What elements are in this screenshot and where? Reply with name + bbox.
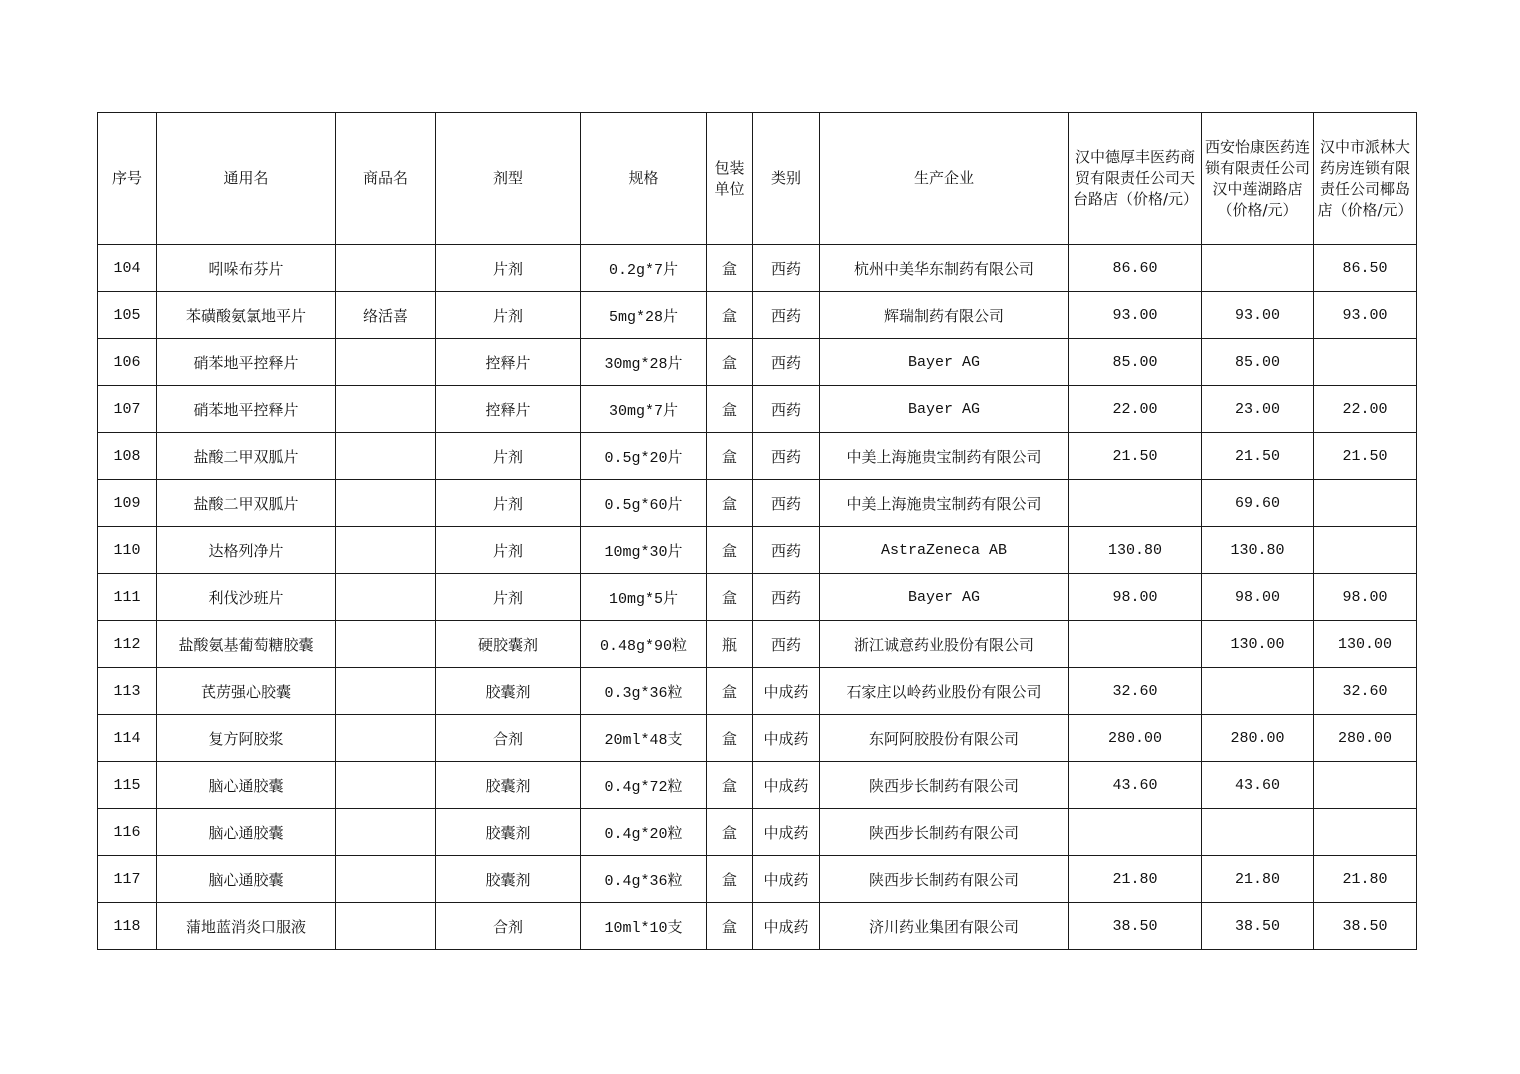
cell-no: 116 — [98, 809, 157, 856]
cell-store2: 21.50 — [1202, 433, 1314, 480]
cell-store3 — [1314, 527, 1417, 574]
cell-store1: 32.60 — [1069, 668, 1202, 715]
table-body — [98, 245, 1417, 950]
cell-spec: 0.4g*36粒 — [581, 856, 707, 903]
table-row — [98, 480, 1417, 527]
cell-spec: 20ml*48支 — [581, 715, 707, 762]
cell-brand-name — [336, 856, 436, 903]
table-row — [98, 621, 1417, 668]
cell-generic-name: 利伐沙班片 — [157, 574, 336, 621]
drug-price-table — [97, 112, 1417, 950]
cell-category: 西药 — [753, 386, 820, 433]
cell-brand-name — [336, 527, 436, 574]
header-dosage-form: 剂型 — [436, 113, 581, 245]
cell-pack-unit: 盒 — [707, 527, 753, 574]
cell-store3: 21.80 — [1314, 856, 1417, 903]
cell-brand-name — [336, 433, 436, 480]
header-generic-name: 通用名 — [157, 113, 336, 245]
cell-category: 中成药 — [753, 715, 820, 762]
cell-generic-name: 脑心通胶囊 — [157, 762, 336, 809]
cell-dosage-form: 片剂 — [436, 480, 581, 527]
cell-category: 西药 — [753, 292, 820, 339]
cell-spec: 0.3g*36粒 — [581, 668, 707, 715]
cell-store3: 32.60 — [1314, 668, 1417, 715]
table-header — [98, 113, 1417, 245]
table-row — [98, 809, 1417, 856]
cell-store2 — [1202, 809, 1314, 856]
cell-store3 — [1314, 480, 1417, 527]
cell-spec: 10ml*10支 — [581, 903, 707, 950]
cell-generic-name: 盐酸二甲双胍片 — [157, 480, 336, 527]
header-category: 类别 — [753, 113, 820, 245]
cell-brand-name — [336, 762, 436, 809]
cell-dosage-form: 合剂 — [436, 903, 581, 950]
header-store2 — [1202, 113, 1314, 245]
cell-manufacturer: 辉瑞制药有限公司 — [820, 292, 1069, 339]
cell-store2: 85.00 — [1202, 339, 1314, 386]
cell-dosage-form: 控释片 — [436, 386, 581, 433]
cell-store1: 21.80 — [1069, 856, 1202, 903]
cell-no: 105 — [98, 292, 157, 339]
cell-spec: 5mg*28片 — [581, 292, 707, 339]
cell-brand-name: 络活喜 — [336, 292, 436, 339]
cell-brand-name — [336, 245, 436, 292]
cell-category: 西药 — [753, 480, 820, 527]
cell-generic-name: 达格列净片 — [157, 527, 336, 574]
cell-no: 109 — [98, 480, 157, 527]
cell-manufacturer: Bayer AG — [820, 339, 1069, 386]
cell-spec: 0.4g*20粒 — [581, 809, 707, 856]
cell-pack-unit: 盒 — [707, 715, 753, 762]
cell-manufacturer: AstraZeneca AB — [820, 527, 1069, 574]
cell-manufacturer: 陕西步长制药有限公司 — [820, 762, 1069, 809]
cell-store2 — [1202, 668, 1314, 715]
cell-category: 西药 — [753, 527, 820, 574]
cell-no: 117 — [98, 856, 157, 903]
header-manufacturer: 生产企业 — [820, 113, 1069, 245]
cell-pack-unit: 盒 — [707, 574, 753, 621]
cell-spec: 30mg*7片 — [581, 386, 707, 433]
cell-pack-unit: 盒 — [707, 809, 753, 856]
cell-generic-name: 硝苯地平控释片 — [157, 386, 336, 433]
cell-brand-name — [336, 809, 436, 856]
cell-no: 112 — [98, 621, 157, 668]
cell-pack-unit: 盒 — [707, 480, 753, 527]
cell-dosage-form: 胶囊剂 — [436, 762, 581, 809]
cell-no: 113 — [98, 668, 157, 715]
cell-store2 — [1202, 245, 1314, 292]
cell-no: 106 — [98, 339, 157, 386]
cell-manufacturer: 中美上海施贵宝制药有限公司 — [820, 480, 1069, 527]
cell-generic-name: 蒲地蓝消炎口服液 — [157, 903, 336, 950]
header-brand-name: 商品名 — [336, 113, 436, 245]
cell-no: 108 — [98, 433, 157, 480]
table-row — [98, 386, 1417, 433]
table-row — [98, 762, 1417, 809]
cell-store1: 38.50 — [1069, 903, 1202, 950]
table-row — [98, 292, 1417, 339]
cell-store3: 130.00 — [1314, 621, 1417, 668]
cell-store2: 130.80 — [1202, 527, 1314, 574]
table-row — [98, 433, 1417, 480]
header-pack-unit — [707, 113, 753, 245]
table-row — [98, 527, 1417, 574]
cell-store2: 23.00 — [1202, 386, 1314, 433]
cell-dosage-form: 片剂 — [436, 574, 581, 621]
header-store2-label: 西安怡康医药连锁有限责任公司汉中莲湖路店（价格/元） — [1205, 137, 1311, 219]
cell-dosage-form: 片剂 — [436, 292, 581, 339]
header-no: 序号 — [98, 113, 157, 245]
cell-generic-name: 盐酸二甲双胍片 — [157, 433, 336, 480]
cell-store3 — [1314, 809, 1417, 856]
cell-spec: 0.5g*60片 — [581, 480, 707, 527]
header-store1 — [1069, 113, 1202, 245]
cell-manufacturer: 石家庄以岭药业股份有限公司 — [820, 668, 1069, 715]
cell-no: 111 — [98, 574, 157, 621]
header-store1-label: 汉中德厚丰医药商贸有限责任公司天台路店（价格/元） — [1073, 148, 1199, 208]
cell-dosage-form: 胶囊剂 — [436, 668, 581, 715]
cell-generic-name: 苯磺酸氨氯地平片 — [157, 292, 336, 339]
cell-generic-name: 硝苯地平控释片 — [157, 339, 336, 386]
header-row — [98, 113, 1417, 245]
cell-manufacturer: 杭州中美华东制药有限公司 — [820, 245, 1069, 292]
cell-pack-unit: 盒 — [707, 292, 753, 339]
cell-category: 中成药 — [753, 903, 820, 950]
cell-spec: 10mg*30片 — [581, 527, 707, 574]
cell-pack-unit: 盒 — [707, 903, 753, 950]
cell-pack-unit: 盒 — [707, 762, 753, 809]
cell-store2: 69.60 — [1202, 480, 1314, 527]
cell-generic-name: 吲哚布芬片 — [157, 245, 336, 292]
cell-pack-unit: 盒 — [707, 856, 753, 903]
header-pack-unit-label: 包装单位 — [714, 158, 745, 198]
cell-store2: 38.50 — [1202, 903, 1314, 950]
cell-store1: 86.60 — [1069, 245, 1202, 292]
cell-category: 西药 — [753, 621, 820, 668]
cell-store3 — [1314, 339, 1417, 386]
cell-no: 104 — [98, 245, 157, 292]
cell-manufacturer: 浙江诚意药业股份有限公司 — [820, 621, 1069, 668]
table-row — [98, 574, 1417, 621]
cell-store3 — [1314, 762, 1417, 809]
cell-store3: 98.00 — [1314, 574, 1417, 621]
cell-store1: 130.80 — [1069, 527, 1202, 574]
cell-generic-name: 脑心通胶囊 — [157, 809, 336, 856]
cell-store3: 86.50 — [1314, 245, 1417, 292]
cell-category: 西药 — [753, 339, 820, 386]
cell-store2: 21.80 — [1202, 856, 1314, 903]
cell-store1: 85.00 — [1069, 339, 1202, 386]
table-row — [98, 856, 1417, 903]
cell-store2: 280.00 — [1202, 715, 1314, 762]
header-store3 — [1314, 113, 1417, 245]
cell-pack-unit: 盒 — [707, 245, 753, 292]
cell-spec: 0.48g*90粒 — [581, 621, 707, 668]
cell-category: 中成药 — [753, 809, 820, 856]
cell-category: 西药 — [753, 245, 820, 292]
cell-store2: 43.60 — [1202, 762, 1314, 809]
cell-dosage-form: 片剂 — [436, 245, 581, 292]
cell-store1: 93.00 — [1069, 292, 1202, 339]
cell-brand-name — [336, 480, 436, 527]
cell-spec: 0.2g*7片 — [581, 245, 707, 292]
cell-category: 中成药 — [753, 856, 820, 903]
cell-manufacturer: 陕西步长制药有限公司 — [820, 809, 1069, 856]
cell-pack-unit: 盒 — [707, 668, 753, 715]
cell-dosage-form: 胶囊剂 — [436, 856, 581, 903]
cell-store1: 22.00 — [1069, 386, 1202, 433]
cell-store3: 21.50 — [1314, 433, 1417, 480]
cell-no: 115 — [98, 762, 157, 809]
cell-dosage-form: 控释片 — [436, 339, 581, 386]
cell-store1 — [1069, 480, 1202, 527]
cell-store1: 98.00 — [1069, 574, 1202, 621]
cell-brand-name — [336, 621, 436, 668]
cell-pack-unit: 盒 — [707, 339, 753, 386]
cell-pack-unit: 瓶 — [707, 621, 753, 668]
cell-store1: 280.00 — [1069, 715, 1202, 762]
header-store3-label: 汉中市派林大药房连锁有限责任公司椰岛店（价格/元） — [1317, 137, 1413, 219]
cell-category: 中成药 — [753, 762, 820, 809]
cell-dosage-form: 胶囊剂 — [436, 809, 581, 856]
cell-manufacturer: Bayer AG — [820, 574, 1069, 621]
cell-category: 中成药 — [753, 668, 820, 715]
cell-store3: 93.00 — [1314, 292, 1417, 339]
cell-dosage-form: 合剂 — [436, 715, 581, 762]
cell-no: 107 — [98, 386, 157, 433]
cell-dosage-form: 硬胶囊剂 — [436, 621, 581, 668]
cell-store3: 38.50 — [1314, 903, 1417, 950]
table-row — [98, 903, 1417, 950]
cell-pack-unit: 盒 — [707, 433, 753, 480]
cell-dosage-form: 片剂 — [436, 527, 581, 574]
cell-brand-name — [336, 574, 436, 621]
cell-store2: 130.00 — [1202, 621, 1314, 668]
table-row — [98, 715, 1417, 762]
cell-no: 114 — [98, 715, 157, 762]
cell-generic-name: 盐酸氨基葡萄糖胶囊 — [157, 621, 336, 668]
cell-brand-name — [336, 668, 436, 715]
cell-category: 西药 — [753, 433, 820, 480]
cell-manufacturer: 中美上海施贵宝制药有限公司 — [820, 433, 1069, 480]
cell-store3: 280.00 — [1314, 715, 1417, 762]
cell-manufacturer: 东阿阿胶股份有限公司 — [820, 715, 1069, 762]
cell-brand-name — [336, 339, 436, 386]
cell-store1: 21.50 — [1069, 433, 1202, 480]
table-row — [98, 245, 1417, 292]
cell-store3: 22.00 — [1314, 386, 1417, 433]
cell-pack-unit: 盒 — [707, 386, 753, 433]
header-spec: 规格 — [581, 113, 707, 245]
cell-manufacturer: 济川药业集团有限公司 — [820, 903, 1069, 950]
cell-no: 110 — [98, 527, 157, 574]
cell-store1 — [1069, 809, 1202, 856]
cell-brand-name — [336, 386, 436, 433]
cell-generic-name: 复方阿胶浆 — [157, 715, 336, 762]
table-row — [98, 668, 1417, 715]
cell-store2: 93.00 — [1202, 292, 1314, 339]
cell-generic-name: 脑心通胶囊 — [157, 856, 336, 903]
cell-brand-name — [336, 715, 436, 762]
cell-store1: 43.60 — [1069, 762, 1202, 809]
cell-store1 — [1069, 621, 1202, 668]
cell-spec: 0.5g*20片 — [581, 433, 707, 480]
table-row — [98, 339, 1417, 386]
cell-manufacturer: Bayer AG — [820, 386, 1069, 433]
cell-generic-name: 芪苈强心胶囊 — [157, 668, 336, 715]
cell-store2: 98.00 — [1202, 574, 1314, 621]
cell-category: 西药 — [753, 574, 820, 621]
cell-spec: 30mg*28片 — [581, 339, 707, 386]
cell-spec: 10mg*5片 — [581, 574, 707, 621]
cell-spec: 0.4g*72粒 — [581, 762, 707, 809]
cell-brand-name — [336, 903, 436, 950]
cell-dosage-form: 片剂 — [436, 433, 581, 480]
cell-manufacturer: 陕西步长制药有限公司 — [820, 856, 1069, 903]
cell-no: 118 — [98, 903, 157, 950]
